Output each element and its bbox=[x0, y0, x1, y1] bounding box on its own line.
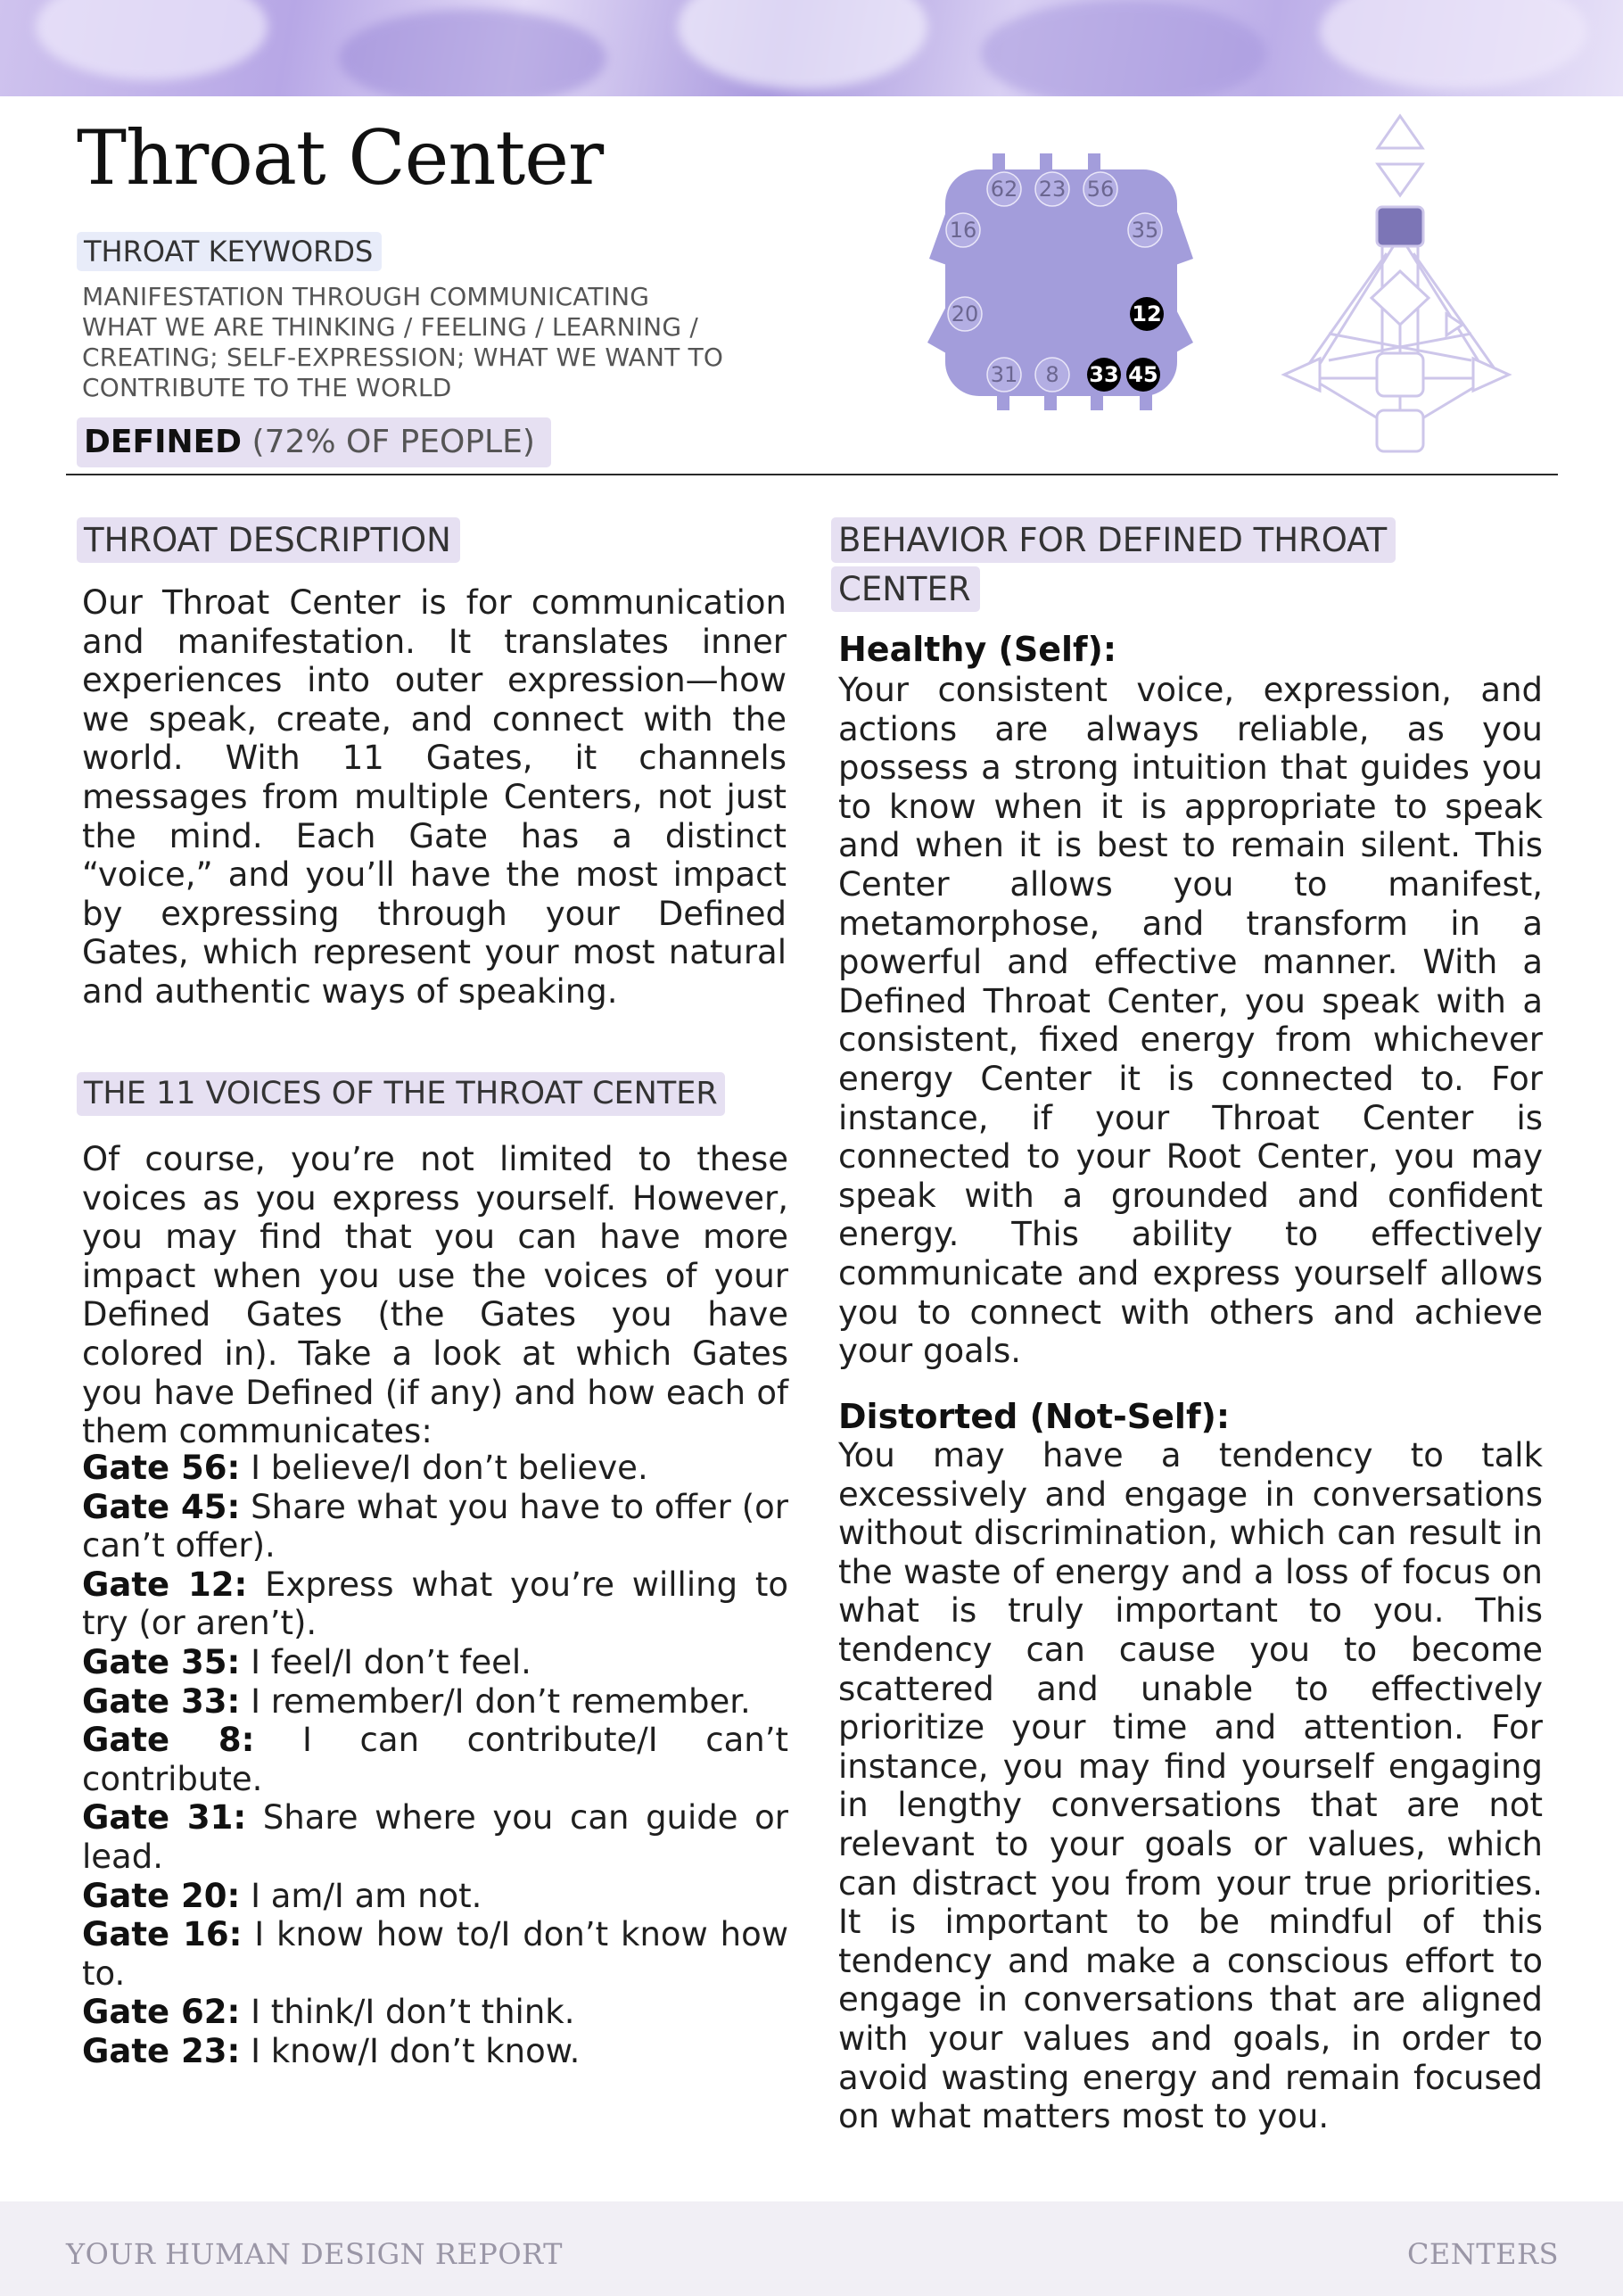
list-item: Gate 16: I know how to/I don’t know how to. bbox=[82, 1915, 789, 1993]
svg-text:56: 56 bbox=[1086, 177, 1115, 202]
keywords-text bbox=[82, 282, 822, 403]
list-item: Gate 62: I think/I don’t think. bbox=[82, 1993, 575, 2032]
description-body bbox=[82, 583, 787, 1012]
bodygraph-diagram bbox=[1275, 111, 1516, 458]
healthy-label: Healthy (Self): bbox=[838, 630, 1117, 669]
svg-text:62: 62 bbox=[990, 177, 1018, 202]
header-banner-image bbox=[0, 0, 1623, 96]
keywords-line: CONTRIBUTE TO THE WORLD bbox=[82, 373, 452, 402]
gate-23-marker bbox=[1035, 172, 1069, 206]
description-heading: THROAT DESCRIPTION bbox=[77, 517, 460, 563]
gate-20-marker bbox=[948, 297, 982, 331]
svg-text:31: 31 bbox=[990, 362, 1018, 387]
defined-label: DEFINED bbox=[84, 424, 243, 460]
voices-intro-text: Of course, you’re not limited to these voices as you express yourself. However, you may find that you can have more impact when you use the voices of your Defined Gates (the Gates you have colored in). Take a look at which Gates you have Defined (if any) and how each of them communicates: bbox=[82, 1140, 788, 1451]
keywords-line: CREATING; SELF-EXPRESSION; WHAT WE WANT TO bbox=[82, 343, 724, 372]
gate-35-marker bbox=[1128, 213, 1162, 247]
list-item: Gate 12: Express what you’re willing to try (or aren’t). bbox=[82, 1565, 788, 1643]
gate-45-marker bbox=[1126, 358, 1160, 392]
list-item: Gate 33: I remember/I don’t remember. bbox=[82, 1681, 751, 1721]
keywords-heading: THROAT KEYWORDS bbox=[77, 232, 382, 271]
description-text: Our Throat Center is for communication and manifestation. It translates inner experiences into outer expression—how we speak, create, and connect with the world. With 11 Gates, it channels messages from multiple Centers, not just the mind. Each Gate has a distinct “voice,” and you’ll have the most impact by expressing through your Defined Gates, which represent your most natural and authentic ways of speaking. bbox=[82, 583, 787, 1011]
behavior-heading-line2: CENTER bbox=[831, 566, 980, 612]
voices-heading: THE 11 VOICES OF THE THROAT CENTER bbox=[77, 1072, 725, 1116]
gate-62-marker bbox=[987, 172, 1021, 206]
list-item: Gate 8: I can contribute/I can’t contribute. bbox=[82, 1721, 789, 1798]
distorted-label: Distorted (Not-Self): bbox=[838, 1397, 1231, 1436]
list-item: Gate 23: I know/I don’t know. bbox=[82, 2031, 581, 2070]
defined-percent: (72% OF PEOPLE) bbox=[251, 424, 535, 460]
footer-section-name: CENTERS bbox=[1406, 2237, 1559, 2271]
gate-33-marker bbox=[1087, 358, 1121, 392]
gate-56-marker bbox=[1083, 172, 1117, 206]
gate-8-marker bbox=[1035, 358, 1069, 392]
list-item: Gate 35: I feel/I don’t feel. bbox=[82, 1642, 531, 1681]
list-item: Gate 20: I am/I am not. bbox=[82, 1876, 482, 1915]
footer-report-title: YOUR HUMAN DESIGN REPORT bbox=[66, 2237, 563, 2271]
throat-center-diagram bbox=[910, 143, 1213, 419]
page-footer bbox=[0, 2201, 1623, 2296]
list-item: Gate 31: Share where you can guide or lead. bbox=[82, 1798, 788, 1876]
healthy-body bbox=[838, 671, 1543, 1371]
list-item: Gate 45: Share what you have to offer (or can’t offer). bbox=[82, 1487, 788, 1565]
gate-12-marker bbox=[1130, 297, 1164, 331]
svg-text:23: 23 bbox=[1038, 177, 1067, 202]
gate-31-marker bbox=[987, 358, 1021, 392]
healthy-text: Your consistent voice, expression, and actions are always reliable, as you possess a strong intuition that guides you to know when it is appropriate to speak and when it is best to remain silent. This Center allows you to manifest, metamorphose, and transform in a powerful and effective manner. With a Defined Throat Center, you speak with a consistent, fixed energy from whichever energy Center it is connected to. For instance, if your Throat Center is connected to your Root Center, you may speak with a grounded and confident energy. This ability to effectively communicate and express yourself allows you to connect with others and achieve your goals. bbox=[838, 671, 1543, 1371]
keywords-line: WHAT WE ARE THINKING / FEELING / LEARNING / bbox=[82, 312, 698, 342]
keywords-line: MANIFESTATION THROUGH COMMUNICATING bbox=[82, 282, 650, 311]
distorted-text: You may have a tendency to talk excessively and engage in conversations without discrimination, which can result in the waste of energy and a loss of focus on what is truly important to you. This tendency can cause you to become scattered and unable to effectively prioritize your time and attention. For instance, you may find yourself engaging in lengthy conversations that are not relevant to your goals or values, which can distract you from your true priorities. It is important to be mindful of this tendency and make a conscious effort to engage in conversations that are aligned with your values and goals, in order to avoid wasting energy and remain focused on what matters most to you. bbox=[838, 1436, 1543, 2136]
gate-16-marker bbox=[946, 213, 980, 247]
svg-text:20: 20 bbox=[951, 301, 979, 326]
svg-text:8: 8 bbox=[1045, 362, 1059, 387]
list-item: Gate 56: I believe/I don’t believe. bbox=[82, 1449, 648, 1487]
svg-text:35: 35 bbox=[1131, 218, 1159, 243]
section-divider bbox=[66, 474, 1558, 475]
behavior-heading-line1: BEHAVIOR FOR DEFINED THROAT bbox=[831, 517, 1396, 563]
distorted-body bbox=[838, 1436, 1543, 2136]
page-title: Throat Center bbox=[77, 114, 604, 202]
svg-text:16: 16 bbox=[949, 218, 977, 243]
voices-intro bbox=[82, 1140, 788, 1451]
gate-voices-list bbox=[82, 1449, 788, 2071]
svg-text:12: 12 bbox=[1132, 301, 1162, 326]
svg-text:33: 33 bbox=[1089, 362, 1119, 387]
svg-text:45: 45 bbox=[1128, 362, 1158, 387]
defined-badge bbox=[77, 417, 551, 467]
